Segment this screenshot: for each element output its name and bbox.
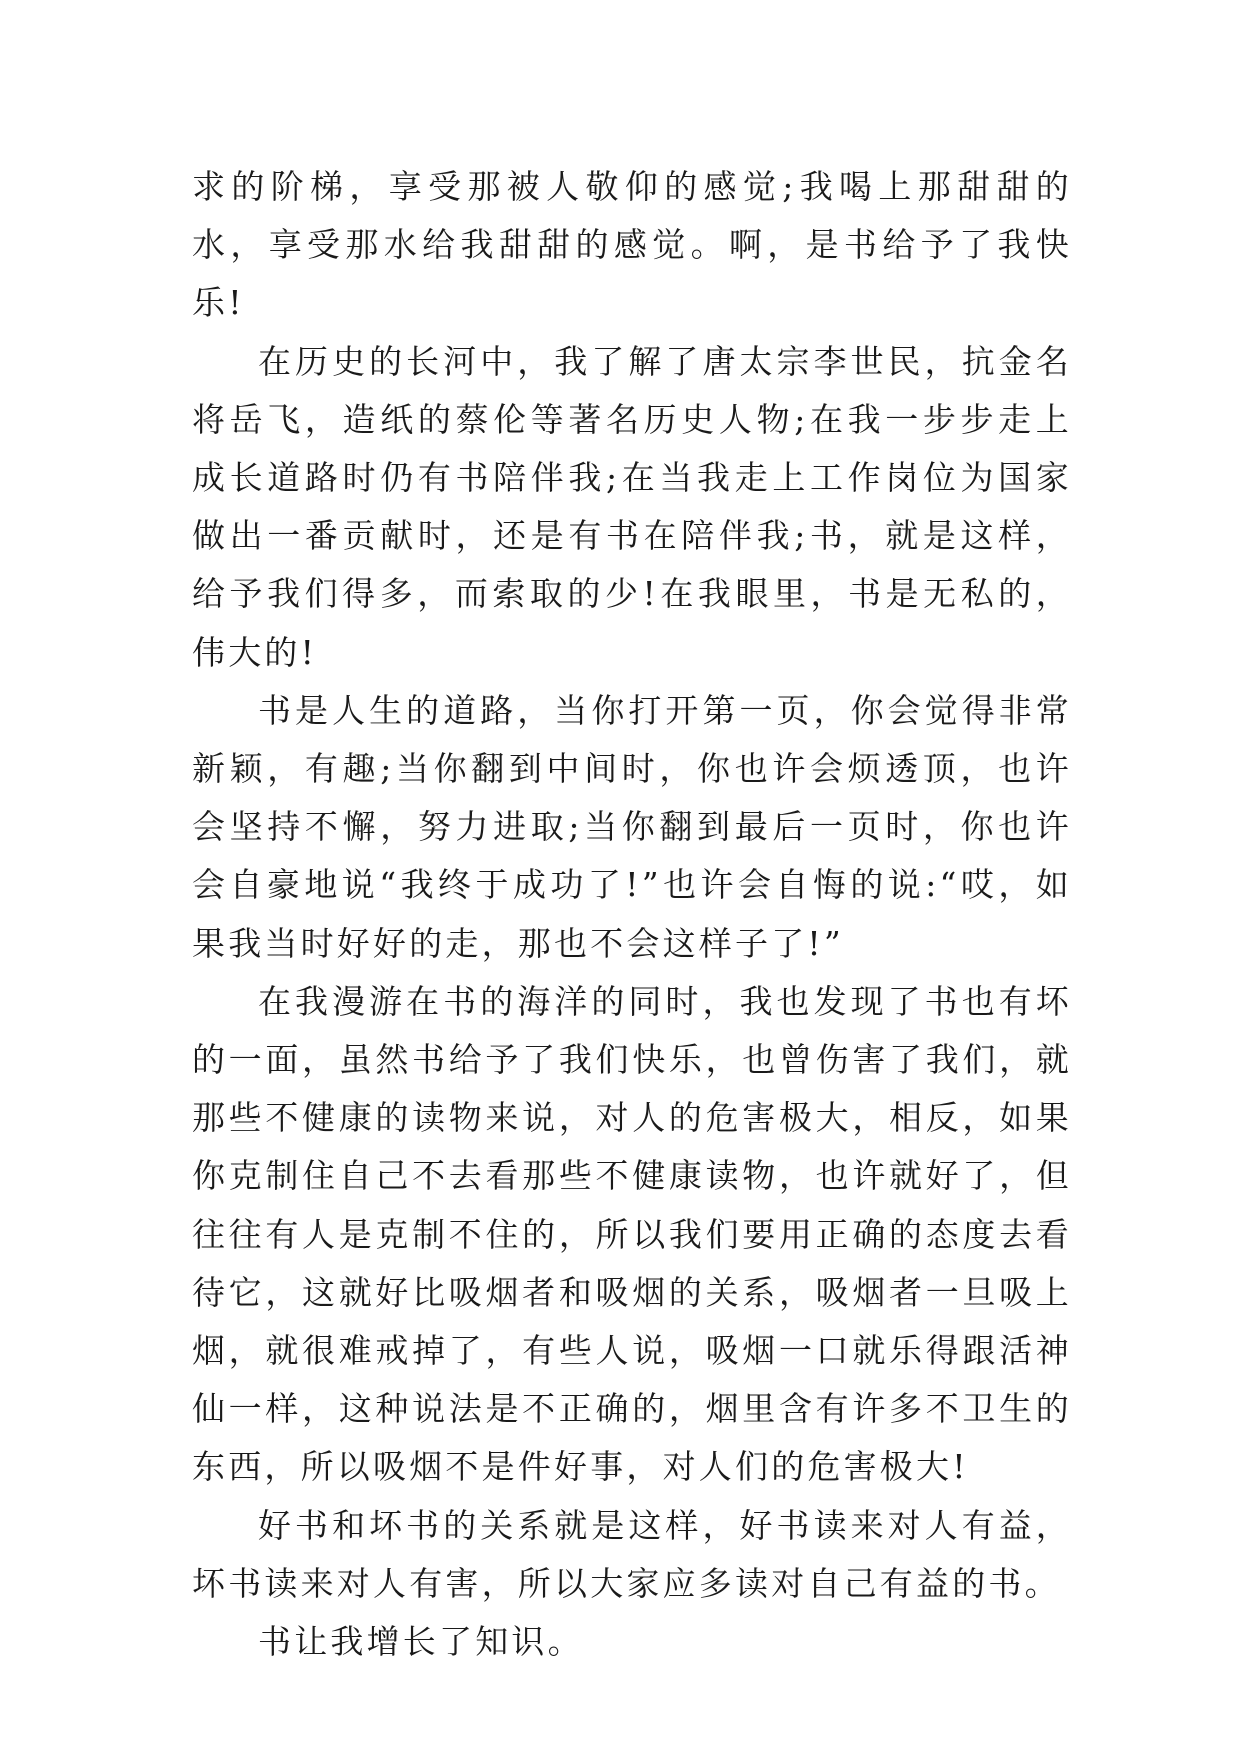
document-body — [192, 158, 1072, 1671]
paragraph-continuation: 求的阶梯，享受那被人敬仰的感觉;我喝上那甜甜的水，享受那水给我甜甜的感觉。啊，是书给予了我快乐! — [192, 167, 1072, 323]
paragraph-knowledge: 书让我增长了知识。 — [258, 1622, 584, 1662]
paragraph-life-road: 书是人生的道路，当你打开第一页，你会觉得非常新颖，有趣;当你翻到中间时，你也许会烦透顶，也许会坚持不懈，努力进取;当你翻到最后一页时，你也许会自豪地说“我终于成功了!”也许会自悔的说:“哎，如果我当时好好的走，那也不会这样子了!” — [192, 690, 1072, 963]
paragraph-bad-books: 在我漫游在书的海洋的同时，我也发现了书也有坏的一面，虽然书给予了我们快乐，也曾伤害了我们，就那些不健康的读物来说，对人的危害极大，相反，如果你克制住自己不去看那些不健康读物，也许就好了，但往往有人是克制不住的，所以我们要用正确的态度去看待它，这就好比吸烟者和吸烟的关系，吸烟者一旦吸上烟，就很难戒掉了，有些人说，吸烟一口就乐得跟活神仙一样，这种说法是不正确的，烟里含有许多不卫生的东西，所以吸烟不是件好事，对人们的危害极大! — [192, 981, 1072, 1487]
paragraph-history: 在历史的长河中，我了解了唐太宗李世民，抗金名将岳飞，造纸的蔡伦等著名历史人物;在我一步步走上成长道路时仍有书陪伴我;在当我走上工作岗位为国家做出一番贡献时，还是有书在陪伴我;书，就是这样，给予我们得多，而索取的少!在我眼里，书是无私的，伟大的! — [192, 341, 1072, 672]
paragraph-good-and-bad: 好书和坏书的关系就是这样，好书读来对人有益，坏书读来对人有害，所以大家应多读对自己有益的书。 — [192, 1505, 1072, 1603]
